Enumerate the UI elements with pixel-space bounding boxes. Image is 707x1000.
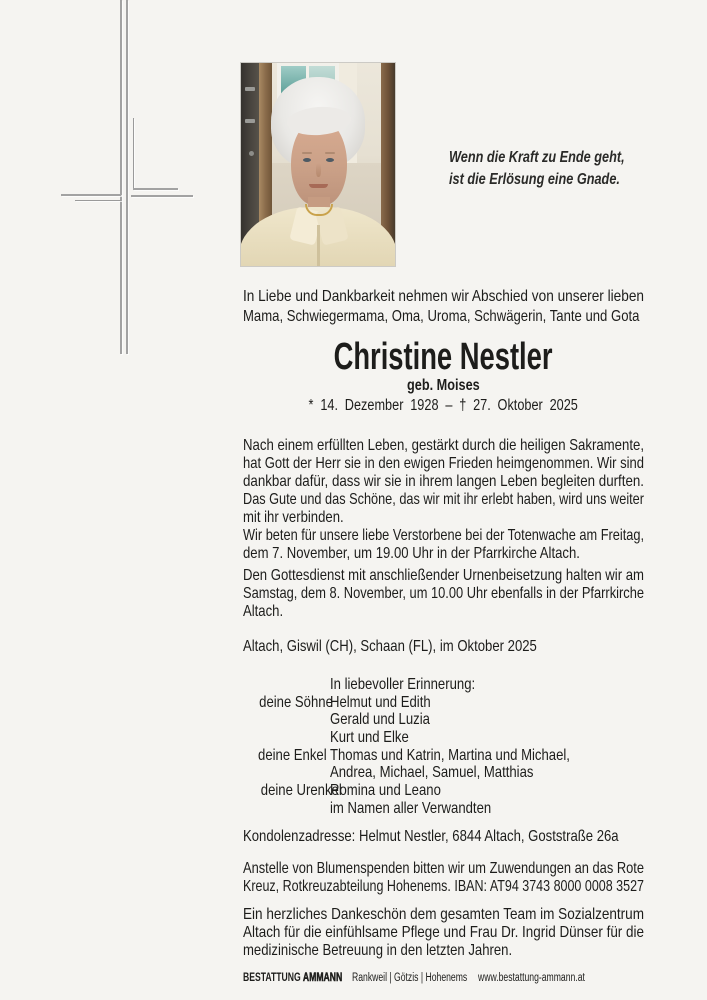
portrait-photo <box>241 63 395 266</box>
condolence-line: Kondolenzadresse: Helmut Nestler, 6844 Altach, Goststraße 26a <box>243 828 619 845</box>
deceased-name: Christine Nestler <box>334 336 553 378</box>
memorial-row <box>243 747 644 765</box>
funeral-home-website: www.bestattung-ammann.at <box>478 972 585 984</box>
paragraph-line: Den Gottesdienst mit anschließender Urnenbeisetzung halten wir am <box>243 567 644 584</box>
photo-door-knob <box>249 151 254 156</box>
funeral-home-locations: Rankweil | Götzis | Hohenems <box>352 972 468 984</box>
photo-door-hinge <box>245 87 255 91</box>
condolence-block <box>243 828 644 846</box>
life-dates: * 14. Dezember 1928 – † 27. Oktober 2025 <box>308 397 579 414</box>
paragraph-line: dankbar dafür, dass wir sie in ihrem langen Leben begleiten durften. <box>243 473 644 490</box>
cross-horizontal-left <box>61 194 121 196</box>
memorial-row <box>243 694 644 712</box>
donation-line: Kreuz, Rotkreuzabteilung Hohenems. IBAN: AT94 3743 8000 0008 3527 <box>243 878 644 895</box>
funeral-home-brand-name: BESTATTUNG <box>243 972 301 984</box>
thanks-block <box>243 906 644 960</box>
maiden-name-block <box>243 378 644 394</box>
photo-door-hinge <box>245 119 255 123</box>
paragraph-line: mit ihr verbinden. <box>243 509 344 526</box>
motto-quote <box>449 147 663 191</box>
photo-eye <box>326 158 334 162</box>
memorial-row-value: Kurt und Elke <box>330 729 409 747</box>
thanks-line: Altach für die einfühlsame Pflege und Frau Dr. Ingrid Dünser für die <box>243 924 644 941</box>
cross-arm-line <box>133 188 178 190</box>
memorial-heading: In liebevoller Erinnerung: <box>330 676 476 693</box>
cross-horizontal-right <box>131 195 193 197</box>
paragraph-line: Altach. <box>243 603 284 620</box>
cross-horizontal-left-2 <box>75 200 121 201</box>
donation-block <box>243 860 644 896</box>
memorial-row-value: Thomas und Katrin, Martina und Michael, <box>330 746 570 764</box>
cross-vertical-line-1 <box>120 0 122 354</box>
donation-line: Anstelle von Blumenspenden bitten wir um Zuwendungen an das Rote <box>243 860 644 877</box>
paragraph-line: Samstag, dem 8. November, um 10.00 Uhr ebenfalls in der Pfarrkirche <box>243 585 644 602</box>
intro-text <box>243 287 644 327</box>
paragraph-gottesdienst <box>243 567 644 621</box>
photo-zipper <box>317 225 320 266</box>
photo-nose <box>316 163 321 177</box>
memorial-row-value: Helmut und Edith <box>330 693 431 711</box>
thanks-line: Ein herzliches Dankeschön dem gesamten Team im Sozialzentrum <box>243 906 644 923</box>
memorial-row-value: im Namen aller Verwandten <box>330 799 492 817</box>
photo-eyebrow <box>302 152 312 154</box>
memorial-list <box>243 676 644 818</box>
intro-line: In Liebe und Dankbarkeit nehmen wir Abschied von unserer lieben <box>243 288 644 305</box>
memorial-heading-row <box>243 676 644 694</box>
intro-line: Mama, Schwiegermama, Oma, Uroma, Schwägerin, Tante und Gota <box>243 308 640 325</box>
motto-quote-line: Wenn die Kraft zu Ende geht, <box>449 149 625 166</box>
paragraph-totenwache <box>243 527 644 563</box>
paragraph-line: dem 7. November, um 19.00 Uhr in der Pfarrkirche Altach. <box>243 545 580 562</box>
maiden-name: geb. Moises <box>407 377 480 394</box>
memorial-row <box>243 782 644 800</box>
dateline-block <box>243 638 644 656</box>
memorial-row <box>243 764 644 782</box>
photo-eye <box>303 158 311 162</box>
paragraph-sacrament <box>243 437 644 527</box>
memorial-row <box>243 711 644 729</box>
paragraph-line: hat Gott der Herr sie in den ewigen Frieden heimgenommen. Wir sind <box>243 455 644 472</box>
thanks-line: medizinische Betreuung in den letzten Jahren. <box>243 942 513 959</box>
motto-quote-line: ist die Erlösung eine Gnade. <box>449 171 620 188</box>
photo-mouth <box>309 184 328 188</box>
cross-vertical-line-3 <box>133 118 134 189</box>
memorial-row-label: deine Enkel <box>258 746 327 764</box>
funeral-home-brand <box>243 971 342 986</box>
memorial-row <box>243 800 644 818</box>
funeral-home-brand-family: AMMANN <box>302 972 343 984</box>
photo-eyebrow <box>325 152 335 154</box>
life-dates-block <box>243 398 644 414</box>
memorial-row-value: Romina und Leano <box>330 782 441 800</box>
paragraph-line: Das Gute und das Schöne, das wir mit ihr erlebt haben, wird uns weiter <box>243 491 644 508</box>
memorial-row <box>243 729 644 747</box>
cross-vertical-line-2 <box>126 0 128 354</box>
memorial-row-value: Andrea, Michael, Samuel, Matthias <box>330 764 534 782</box>
memorial-row-value: Gerald und Luzia <box>330 711 430 729</box>
memorial-row-label: deine Urenkel <box>260 782 342 800</box>
paragraph-line: Wir beten für unsere liebe Verstorbene bei der Totenwache am Freitag, <box>243 527 644 544</box>
paragraph-line: Nach einem erfüllten Leben, gestärkt durch die heiligen Sakramente, <box>243 437 644 454</box>
dateline: Altach, Giswil (CH), Schaan (FL), im Oktober 2025 <box>243 638 537 655</box>
memorial-row-label: deine Söhne <box>259 693 333 711</box>
deceased-name-block <box>243 337 644 377</box>
